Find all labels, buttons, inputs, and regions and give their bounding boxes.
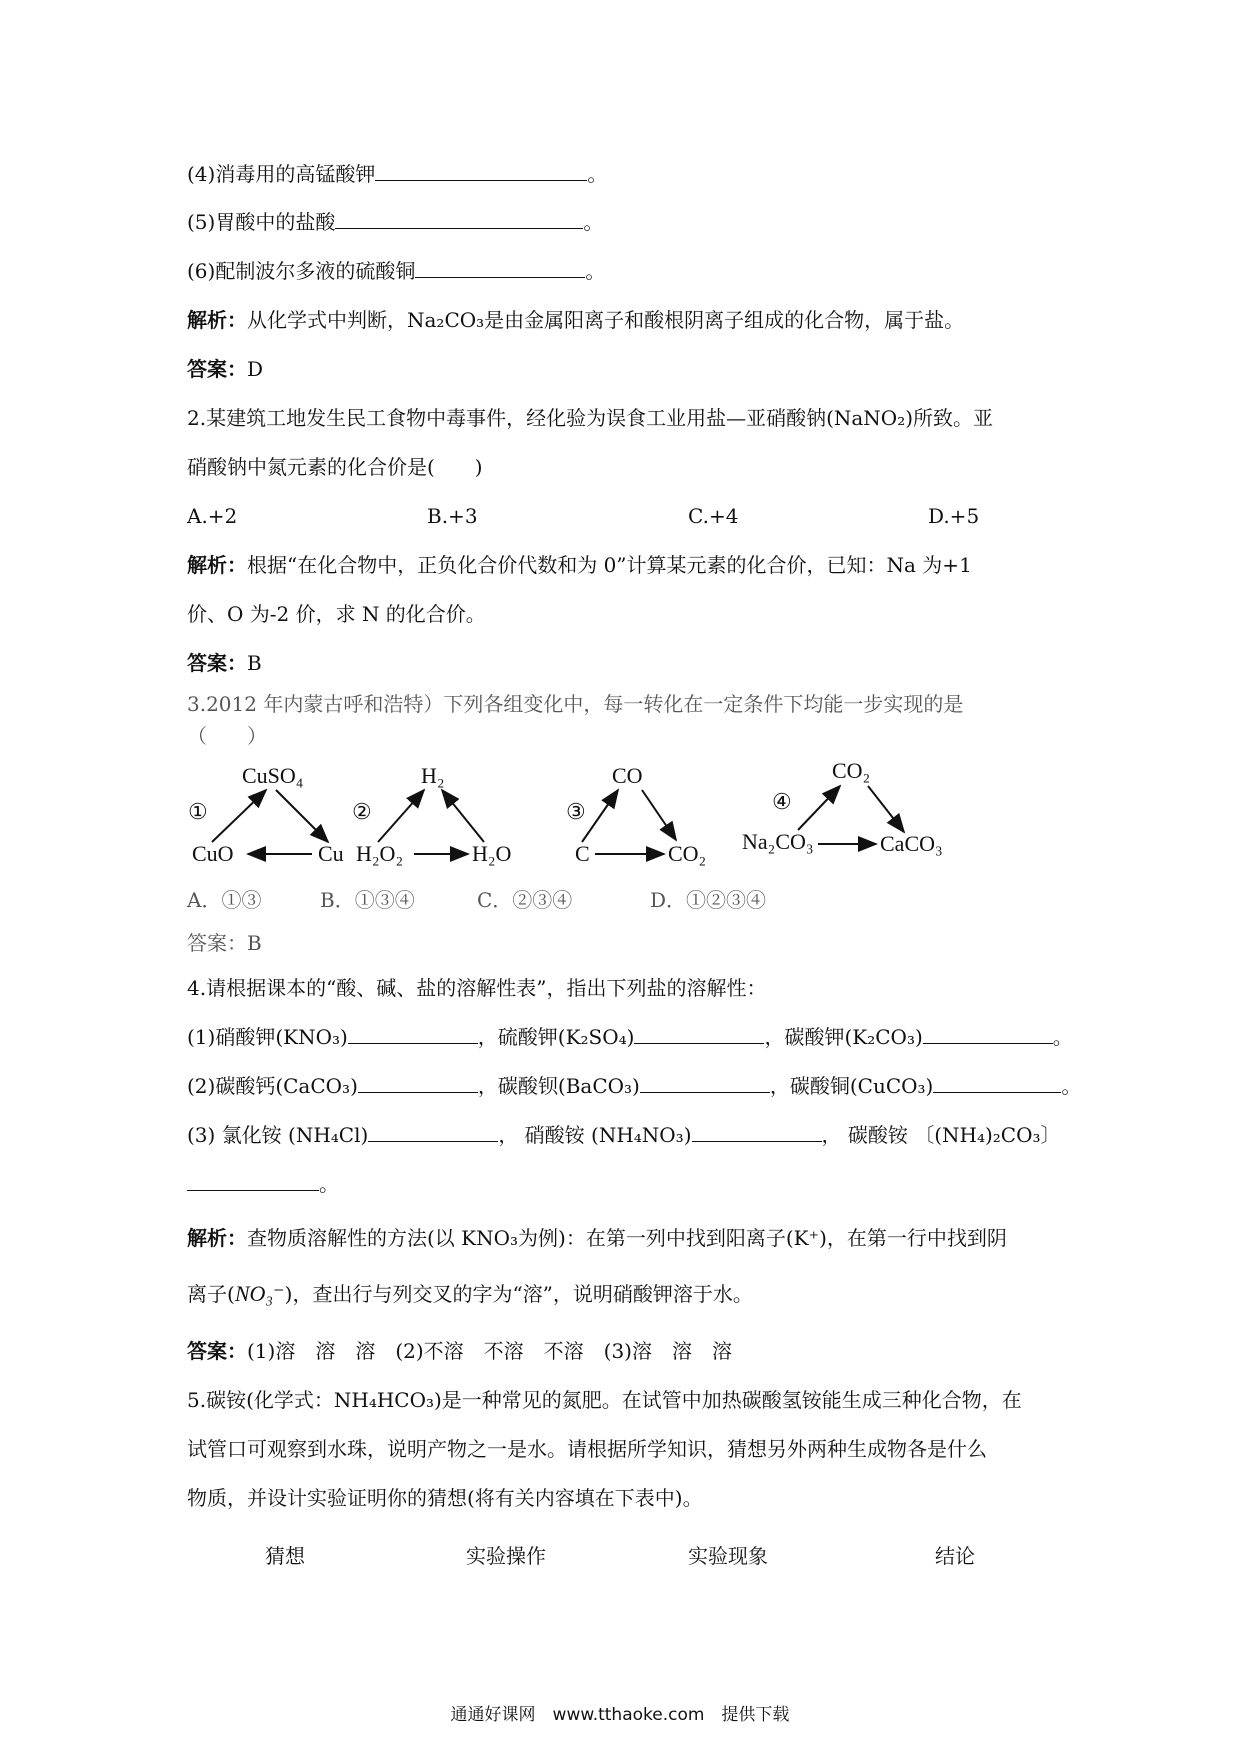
arrow-cuso4-to-cu <box>276 790 328 842</box>
diagram-2-right: H₂O <box>472 841 512 866</box>
answer-blank <box>187 1170 319 1191</box>
diagram-3-top: CO <box>612 763 643 788</box>
q4-row-3: (3) 氯化铵 (NH₄Cl) ， 硝酸铵 (NH₄NO₃) ， 碳酸铵 〔(NH₄)₂CO₃〕 <box>187 1123 1061 1147</box>
arrow-co-to-co2 <box>642 790 676 840</box>
q1-item-4: (4)消毒用的高锰酸钾 。 <box>187 162 608 186</box>
answer-blank <box>348 1023 478 1044</box>
q2-option-c: C.+4 <box>688 504 739 528</box>
answer-blank <box>634 1023 764 1044</box>
diagram-2 <box>352 763 511 866</box>
answer-blank <box>375 160 587 181</box>
q2-stem-line2: 硝酸钠中氮元素的化合价是( ) <box>187 455 483 479</box>
diagram-3-number: ③ <box>566 799 586 824</box>
diagram-2-top: H₂ <box>421 763 445 788</box>
arrow-h2o2-to-h2 <box>378 790 424 842</box>
q4-analysis: 解析：查物质溶解性的方法(以 KNO₃为例)：在第一列中找到阳离子(K⁺)，在第一行中找到阴 <box>187 1226 1007 1250</box>
diagram-1-right: Cu <box>318 841 344 866</box>
q2-answer: 答案：B <box>187 651 262 675</box>
diagram-3 <box>566 763 706 866</box>
nitrate-ion: NO₃⁻ <box>234 1281 285 1306</box>
q3-option-a: A．①③ <box>187 888 262 912</box>
answer-blank <box>358 1072 478 1093</box>
q2-option-d: D.+5 <box>928 504 980 528</box>
answer-blank <box>368 1121 498 1142</box>
q5-stem-line3: 物质，并设计实验证明你的猜想(将有关内容填在下表中)。 <box>187 1486 703 1510</box>
arrow-na2co3-to-co2 <box>798 786 840 830</box>
table-header-phenomenon: 实验现象 <box>688 1544 768 1568</box>
q2-analysis: 解析：根据“在化合物中，正负化合价代数和为 0”计算某元素的化合价，已知：Na 为+1 <box>187 553 972 577</box>
q4-row-3-cont: 。 <box>187 1170 339 1198</box>
q3-option-c: C．②③④ <box>477 888 573 912</box>
q5-stem-line2: 试管口可观察到水珠，说明产物之一是水。请根据所学知识，猜想另外两种生成物各是什么 <box>187 1437 987 1461</box>
answer-blank <box>923 1023 1053 1044</box>
q4-intro: 4.请根据课本的“酸、碱、盐的溶解性表”，指出下列盐的溶解性： <box>187 976 767 1000</box>
diagram-1-left: CuO <box>192 841 234 866</box>
q1-answer: 答案：D <box>187 357 264 381</box>
arrow-co2-to-caco3 <box>868 786 904 832</box>
q4-analysis-cont: 离子(NO₃⁻)，查出行与列交叉的字为“溶”，说明硝酸钾溶于水。 <box>187 1281 753 1306</box>
diagram-3-left: C <box>575 841 590 866</box>
q2-stem-line1: 2.某建筑工地发生民工食物中毒事件，经化验为误食工业用盐—亚硝酸钠(NaNO₂)所致。亚 <box>187 406 994 430</box>
answer-blank <box>692 1121 822 1142</box>
diagram-4-top: CO₂ <box>832 758 871 783</box>
q3-reaction-diagrams <box>180 750 1060 870</box>
diagram-3-right: CO₂ <box>668 841 707 866</box>
q4-row-2: (2)碳酸钙(CaCO₃) ，碳酸钡(BaCO₃) ，碳酸铜(CuCO₃) 。 <box>187 1074 1082 1098</box>
table-header-operation: 实验操作 <box>466 1544 546 1568</box>
table-header-conclusion: 结论 <box>935 1544 975 1568</box>
answer-blank <box>933 1072 1061 1093</box>
answer-blank <box>640 1072 770 1093</box>
diagram-1 <box>188 763 344 866</box>
q2-analysis-cont: 价、O 为-2 价，求 N 的化合价。 <box>187 602 486 626</box>
q1-item-6: (6)配制波尔多液的硫酸铜 。 <box>187 259 606 283</box>
q3-option-b: B．①③④ <box>320 888 415 912</box>
q3-stem-line1: 3.2012 年内蒙古呼和浩特）下列各组变化中，每一转化在一定条件下均能一步实现的是 <box>187 692 964 716</box>
diagram-4-left: Na₂CO₃ <box>742 829 814 854</box>
q2-option-a: A.+2 <box>187 504 238 528</box>
diagram-2-left: H₂O₂ <box>356 841 404 866</box>
q1-item-5: (5)胃酸中的盐酸 。 <box>187 210 604 234</box>
q2-option-b: B.+3 <box>427 504 478 528</box>
q3-option-d: D．①②③④ <box>650 888 767 912</box>
diagram-1-number: ① <box>188 799 208 824</box>
page-footer: 通通好课网 www.tthaoke.com 提供下载 <box>450 1705 790 1725</box>
diagram-4 <box>742 758 943 856</box>
q3-answer: 答案：B <box>187 931 262 955</box>
arrow-cuo-to-cuso4 <box>212 790 266 842</box>
arrow-c-to-co <box>582 790 618 842</box>
diagram-4-right: CaCO₃ <box>880 831 943 856</box>
answer-blank <box>335 208 583 229</box>
diagram-4-number: ④ <box>772 789 792 814</box>
q4-answer: 答案：(1)溶 溶 溶 (2)不溶 不溶 不溶 (3)溶 溶 溶 <box>187 1339 732 1363</box>
diagram-2-number: ② <box>352 799 372 824</box>
answer-blank <box>415 257 585 278</box>
q4-row-1: (1)硝酸钾(KNO₃) ，硫酸钾(K₂SO₄) ，碳酸钾(K₂CO₃) 。 <box>187 1025 1073 1049</box>
diagram-1-top: CuSO₄ <box>242 763 304 788</box>
q3-stem-line2: （ ） <box>187 724 267 748</box>
q1-analysis: 解析：从化学式中判断，Na₂CO₃是由金属阳离子和酸根阴离子组成的化合物，属于盐。 <box>187 308 965 332</box>
arrow-h2o-to-h2 <box>442 790 484 842</box>
table-header-guess: 猜想 <box>265 1544 305 1568</box>
q5-stem-line1: 5.碳铵(化学式：NH₄HCO₃)是一种常见的氮肥。在试管中加热碳酸氢铵能生成三种化合物，在 <box>187 1388 1022 1412</box>
